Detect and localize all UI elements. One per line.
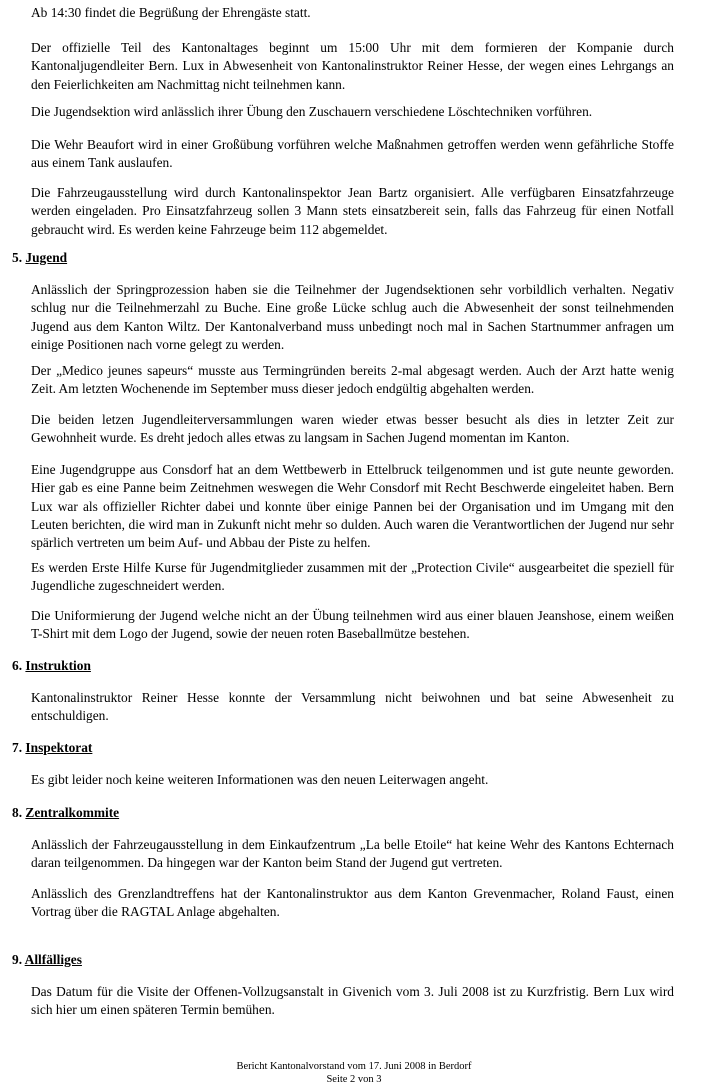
paragraph-allfaelliges: Das Datum für die Visite der Offenen-Vollzugsanstalt in Givenich vom 3. Juli 2008 ist zu Kurzfristig. Bern Lux wird sich hier um einen späteren Termin bemühen. [31,984,674,1018]
section-number: 7. [12,740,23,755]
section-heading-zentralkommite [12,804,119,822]
paragraph-official-part: Der offizielle Teil des Kantonaltages beginnt um 15:00 Uhr mit dem formieren der Kompanie durch Kantonaljugendleiter Bern. Lux in Abwesenheit von Kantonalinstruktor Reiner Hesse, der wegen eines Lehrgangs an den Feierlichkeiten am Nachmittag nicht teilnehmen kann. [31,40,674,92]
paragraph-beaufort-exercise: Die Wehr Beaufort wird in einer Großübung vorführen welche Maßnahmen getroffen werden wenn gefährliche Stoffe aus einem Tank auslaufen. [31,137,674,171]
paragraph-instruktion: Kantonalinstruktor Reiner Hesse konnte der Versammlung nicht beiwohnen und bat seine Abwesenheit zu entschuldigen. [31,690,674,724]
paragraph-zentralkommite-1: Anlässlich der Fahrzeugausstellung in dem Einkaufzentrum „La belle Etoile“ hat keine Wehr des Kantons Echternach daran teilgenommen. Da hingegen war der Kanton beim Stand der Jugend gut vertreten. [31,837,674,871]
section-number: 9. [12,952,23,967]
paragraph-jugend-4: Eine Jugendgruppe aus Consdorf hat an dem Wettbewerb in Ettelbruck teilgenommen und ist gute neunte geworden. Hier gab es eine Panne beim Zeitnehmen weswegen die Wehr Consdorf mit Recht Beschwerde eingeleitet haben. Bern Lux war als offizieller Richter dabei und konnte über einige Pannen bei der Organisation und im Umgang mit den Leuten berichten, die wird man in Zukunft nicht mehr so dulden. Auch waren die Verantwortlichen der Jugend nur sehr spärlich vertreten um beim Auf- und Abbau der Piste zu helfen. [31,462,674,551]
section-heading-instruktion [12,657,91,675]
paragraph-jugend-1: Anlässlich der Springprozession haben sie die Teilnehmer der Jugendsektionen sehr vorbildlich verhalten. Negativ schlug nur die Teilnehmerzahl zu Buche. Eine große Lücke schlug auch die Abwesenheit der sonst teilnehmenden Jugend aus dem Kanton Wiltz. Der Kantonalverband muss unbedingt noch mal in Sachen Startnummer anfragen um einige Positionen nach vorne gelegt zu werden. [31,282,674,352]
section-title: Allfälliges [24,952,82,967]
section-heading-allfaelliges [12,951,82,969]
section-title: Jugend [25,250,68,265]
footer-page-number: Seite 2 von 3 [326,1074,382,1085]
paragraph-jugend-5: Es werden Erste Hilfe Kurse für Jugendmitglieder zusammen mit der „Protection Civile“ ausgearbeitet die speziell für Jugendliche zugeschneidert werden. [31,560,674,594]
paragraph-jugend-6: Die Uniformierung der Jugend welche nicht an der Übung teilnehmen wird aus einer blauen Jeanshose, einem weißen T-Shirt mit dem Logo der Jugend, sowie der neuen roten Baseballmütze bestehen. [31,608,674,642]
paragraph-youth-section: Die Jugendsektion wird anlässlich ihrer Übung den Zuschauern verschiedene Löschtechniken vorführen. [31,104,593,119]
section-title: Zentralkommite [25,805,120,820]
section-heading-inspektorat [12,739,92,757]
section-heading-jugend [12,249,67,267]
paragraph-welcome: Ab 14:30 findet die Begrüßung der Ehrengäste statt. [31,5,311,20]
paragraph-inspektorat: Es gibt leider noch keine weiteren Informationen was den neuen Leiterwagen angeht. [31,772,489,787]
section-number: 5. [12,250,23,265]
paragraph-vehicle-exhibition: Die Fahrzeugausstellung wird durch Kantonalinspektor Jean Bartz organisiert. Alle verfügbaren Einsatzfahrzeuge werden eingeladen. Pro Einsatzfahrzeug sollen 3 Mann stets einsatzbereit sein, falls das Fahrzeug für einen Notfall gebraucht wird. Es werden keine Fahrzeuge beim 112 abgemeldet. [31,185,674,237]
section-number: 8. [12,805,23,820]
section-title: Instruktion [25,658,91,673]
section-number: 6. [12,658,23,673]
footer-report-title: Bericht Kantonalvorstand vom 17. Juni 2008 in Berdorf [236,1061,472,1072]
paragraph-jugend-3: Die beiden letzen Jugendleiterversammlungen waren wieder etwas besser besucht als dies in letzter Zeit zur Gewohnheit wurde. Es dreht jedoch alles etwas zu langsam in Sachen Jugend momentan im Kanton. [31,412,674,446]
section-title: Inspektorat [25,740,93,755]
paragraph-zentralkommite-2: Anlässlich des Grenzlandtreffens hat der Kantonalinstruktor aus dem Kanton Grevenmacher, Roland Faust, einen Vortrag über die RAGTAL Anlage abgehalten. [31,886,674,920]
paragraph-jugend-2: Der „Medico jeunes sapeurs“ musste aus Termingründen bereits 2-mal abgesagt werden. Auch der Arzt hatte wenig Zeit. Am letzten Wochenende im September muss dieser jedoch endgültig abgehalten werden. [31,363,674,397]
page-footer [0,1060,708,1086]
